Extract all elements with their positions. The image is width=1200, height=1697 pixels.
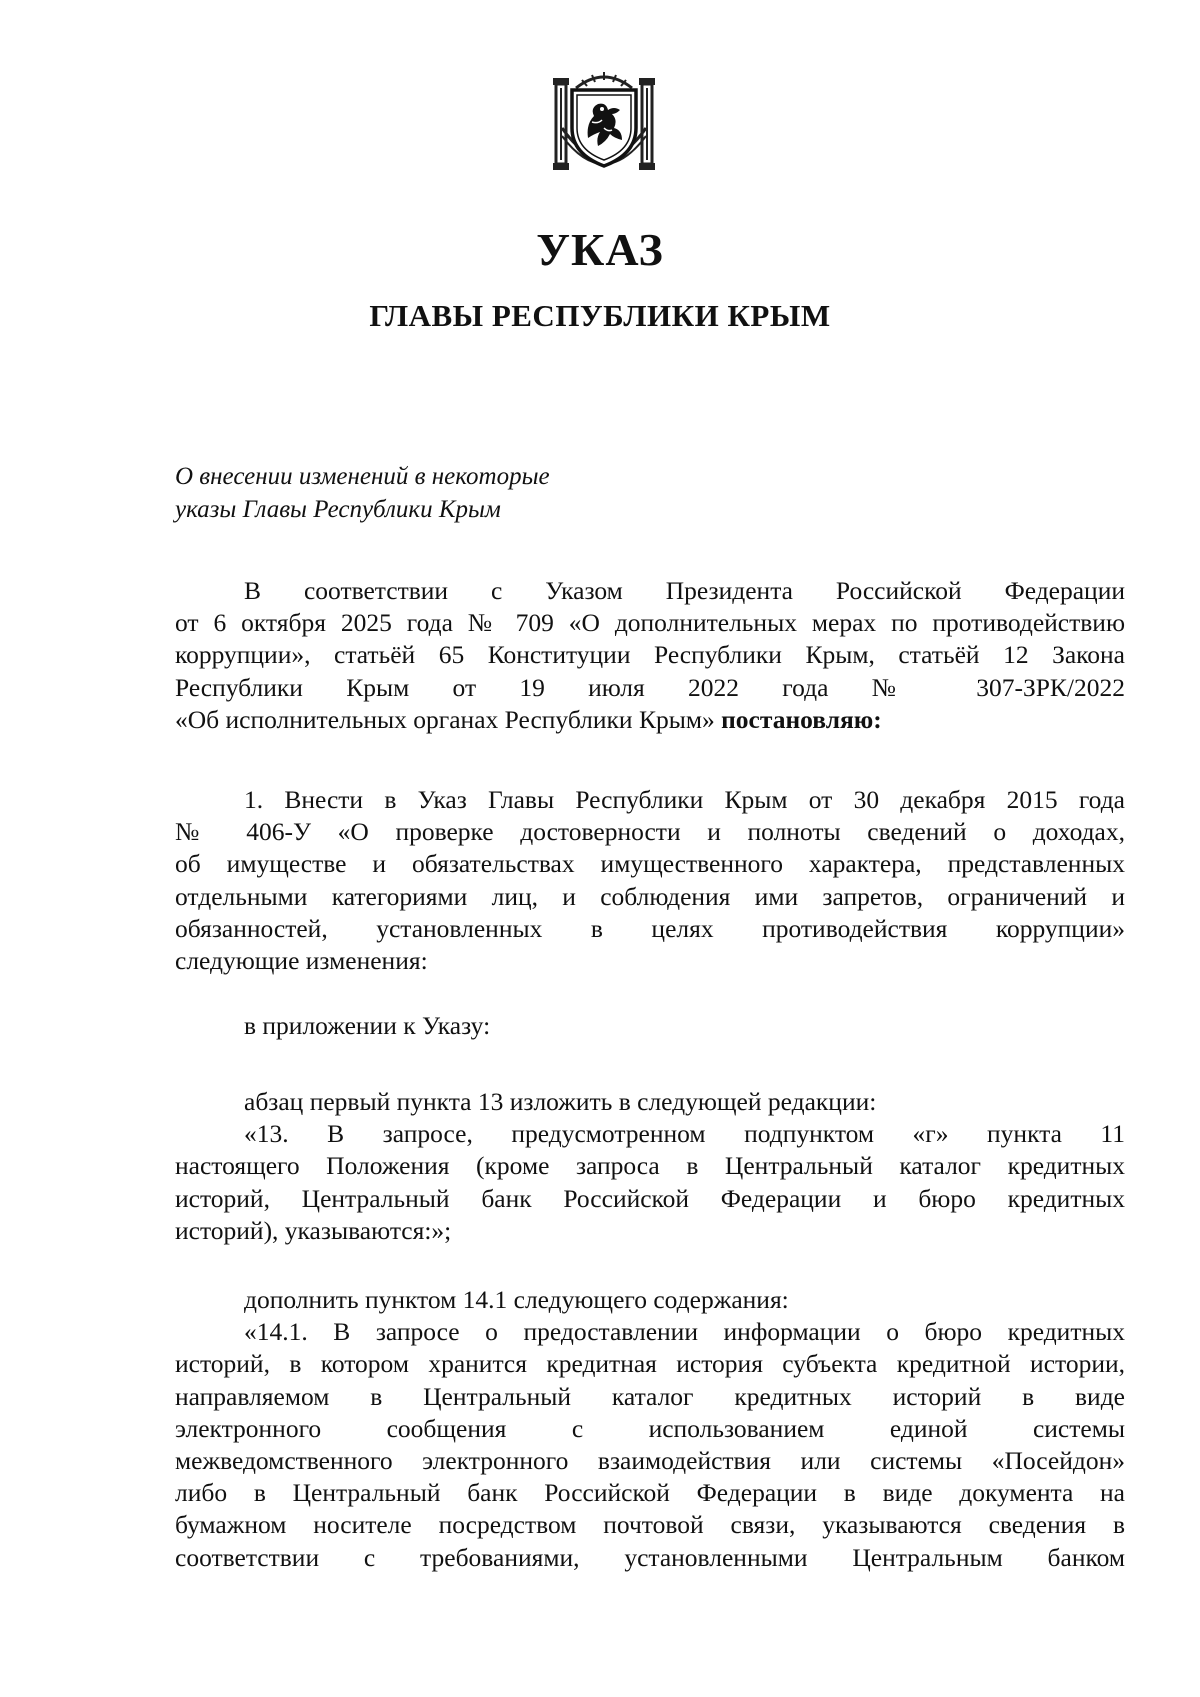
decree-word: постановляю: xyxy=(721,704,882,734)
heading-line: О внесении изменений в некоторые xyxy=(175,463,550,490)
paragraph-line: отдельными категориями лиц, и соблюдения ими запретов, ограничений и xyxy=(175,881,1125,911)
paragraph-line: «14.1. В запросе о предоставлении информации о бюро кредитных xyxy=(244,1317,1125,1347)
crimea-coat-of-arms-icon xyxy=(552,68,656,178)
paragraph-line: в приложении к Указу: xyxy=(244,1011,491,1040)
paragraph-line: обязанностей, установленных в целях противодействия коррупции» xyxy=(175,913,1125,943)
item-1-paragraph xyxy=(175,784,1125,977)
paragraph-line: направляемом в Центральный каталог кредитных историй в виде xyxy=(175,1381,1125,1411)
preamble-paragraph xyxy=(175,575,1125,736)
heading-line: указы Главы Республики Крым xyxy=(175,496,501,523)
document-heading xyxy=(175,460,550,526)
paragraph-line: бумажном носителе посредством почтовой связи, указываются сведения в xyxy=(175,1510,1125,1540)
paragraph-line: электронного сообщения с использованием единой системы xyxy=(175,1413,1125,1443)
amendment-13-paragraph xyxy=(175,1086,1125,1247)
paragraph-line: следующие изменения: xyxy=(175,945,428,975)
paragraph-line: Республики Крым от 19 июля 2022 года № 307-ЗРК/2022 xyxy=(175,672,1125,702)
paragraph-line: историй), указываются:»; xyxy=(175,1215,452,1245)
annex-paragraph xyxy=(175,1010,1125,1042)
document-title: УКАЗ xyxy=(536,224,664,275)
paragraph-line: дополнить пунктом 14.1 следующего содержания: xyxy=(244,1285,789,1314)
paragraph-line: историй, в котором хранится кредитная история субъекта кредитной истории, xyxy=(175,1349,1125,1379)
document-subtitle: ГЛАВЫ РЕСПУБЛИКИ КРЫМ xyxy=(369,298,831,333)
paragraph-line: от 6 октября 2025 года № 709 «О дополнительных мерах по противодействию xyxy=(175,608,1125,638)
paragraph-line: соответствии с требованиями, установленными Центральным банком xyxy=(175,1542,1125,1572)
paragraph-line: историй, Центральный банк Российской Федерации и бюро кредитных xyxy=(175,1183,1125,1213)
paragraph-line: об имуществе и обязательствах имущественного характера, представленных xyxy=(175,849,1125,879)
paragraph-line: либо в Центральный банк Российской Федерации в виде документа на xyxy=(175,1478,1125,1508)
paragraph-line: настоящего Положения (кроме запроса в Центральный каталог кредитных xyxy=(175,1151,1125,1181)
amendment-14-1-paragraph xyxy=(175,1284,1125,1574)
paragraph-line-text: «Об исполнительных органах Республики Крым» xyxy=(175,704,715,734)
paragraph-line: коррупции», статьёй 65 Конституции Республики Крым, статьёй 12 Закона xyxy=(175,640,1125,670)
paragraph-line: 1. Внести в Указ Главы Республики Крым от 30 декабря 2015 года xyxy=(244,785,1125,814)
paragraph-line: В соответствии с Указом Президента Российской Федерации xyxy=(244,576,1125,605)
paragraph-line: «13. В запросе, предусмотренном подпунктом «г» пункта 11 xyxy=(244,1119,1125,1149)
paragraph-line: № 406-У «О проверке достоверности и полноты сведений о доходах, xyxy=(175,817,1125,847)
paragraph-line xyxy=(175,704,1125,736)
paragraph-line: абзац первый пункта 13 изложить в следующей редакции: xyxy=(244,1087,877,1116)
paragraph-line: межведомственного электронного взаимодействия или системы «Посейдон» xyxy=(175,1445,1125,1475)
